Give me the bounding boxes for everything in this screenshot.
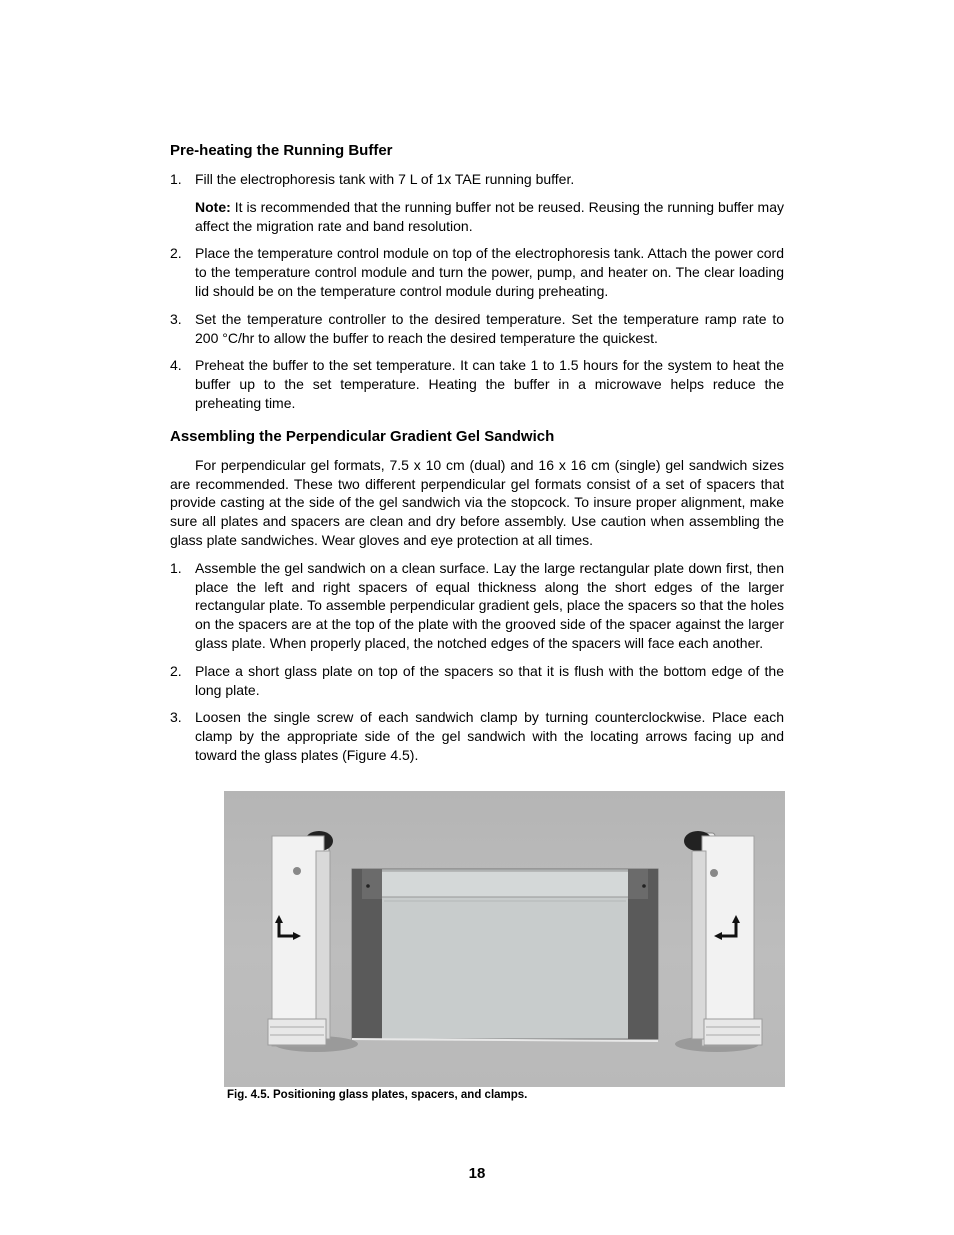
glass-plate-sandwich — [352, 869, 658, 1041]
preheating-steps — [170, 170, 784, 413]
list-item: 2. Place the temperature control module on top of the electrophoresis tank. Attach the power cord to the temperature control module and turn the power, pump, and heater on. The clear loading lid should be on the temperature control module during preheating. — [170, 245, 784, 299]
step-text: Preheat the buffer to the set temperature. It can take 1 to 1.5 hours for the system to heat the buffer up to the set temperature. Heating the buffer in a microwave helps reduce the preheating time. — [195, 357, 784, 411]
figure-photo — [224, 791, 785, 1087]
step-text: Place a short glass plate on top of the spacers so that it is flush with the bottom edge of the long plate. — [195, 662, 784, 698]
note-text: It is recommended that the running buffer not be reused. Reusing the running buffer may affect the migration rate and band resolution. — [195, 198, 784, 234]
section-heading-assembling: Assembling the Perpendicular Gradient Gel Sandwich — [170, 427, 555, 445]
section-heading-preheating: Pre-heating the Running Buffer — [170, 142, 393, 159]
intro-paragraph: For perpendicular gel formats, 7.5 x 10 cm (dual) and 16 x 16 cm (single) gel sandwich sizes are recommended. These two different perpendicular gel formats consist of a set of spacers that provide casting at the side of the gel sandwich via the stopcock. To insure proper alignment, make sure all plates and spacers are clean and dry before assembly. Use caution when assembling the glass plate sandwiches. Wear gloves and eye protection at all times. — [170, 456, 784, 548]
step-text: Loosen the single screw of each sandwich clamp by turning counterclockwise. Place each clamp by the appropriate side of the gel sandwich with the locating arrows facing up and toward the glass plates (Figure 4.5). — [195, 709, 784, 763]
step-text: Assemble the gel sandwich on a clean surface. Lay the large rectangular plate down first, then place the left and right spacers of equal thickness along the short edges of the larger rectangular plate. To assemble perpendicular gradient gels, place the spacers so that the holes on the spacers are at the top of the plate with the grooved side of the spacer against the larger glass plate. When properly placed, the notched edges of the spacers will face each another. — [195, 559, 784, 651]
left-clamp — [268, 831, 358, 1052]
step-text: Fill the electrophoresis tank with 7 L of 1x TAE running buffer. — [195, 171, 575, 187]
right-clamp — [675, 831, 762, 1052]
list-item: 2. Place a short glass plate on top of the spacers so that it is flush with the bottom edge of the long plate. — [170, 662, 784, 698]
list-item: 4. Preheat the buffer to the set temperature. It can take 1 to 1.5 hours for the system to heat the buffer up to the set temperature. Heating the buffer in a microwave helps reduce the preheating time. — [170, 357, 784, 411]
figure-caption: Fig. 4.5. Positioning glass plates, spacers, and clamps. — [227, 1089, 528, 1101]
note-label: Note: — [195, 198, 231, 215]
list-item: 3. Loosen the single screw of each sandwich clamp by turning counterclockwise. Place each clamp by the appropriate side of the gel sandwich with the locating arrows facing up and toward the glass plates (Figure 4.5). — [170, 709, 784, 763]
photo-illustration — [224, 791, 785, 1087]
note — [195, 198, 784, 236]
assembly-steps — [170, 559, 784, 765]
list-item: 3. Set the temperature controller to the desired temperature. Set the temperature ramp rate to 200 °C/hr to allow the buffer to reach the desired temperature the quickest. — [170, 310, 784, 346]
step-text: Place the temperature control module on top of the electrophoresis tank. Attach the power cord to the temperature control module and turn the power, pump, and heater on. The clear loading lid should be on the temperature control module during preheating. — [195, 245, 784, 299]
page-content — [170, 141, 784, 774]
step-text: Set the temperature controller to the desired temperature. Set the temperature ramp rate to 200 °C/hr to allow the buffer to reach the desired temperature the quickest. — [195, 310, 784, 346]
page-number: 18 — [468, 1165, 486, 1182]
list-item: 1. Fill the electrophoresis tank with 7 L of 1x TAE running buffer. Note: It is recommended that the running buffer not be reused. Reusing the running buffer may affect the migration rate and band resolution. — [170, 171, 784, 234]
list-item: 1. Assemble the gel sandwich on a clean surface. Lay the large rectangular plate down first, then place the left and right spacers of equal thickness along the short edges of the larger rectangular plate. To assemble perpendicular gradient gels, place the spacers so that the holes on the spacers are at the top of the plate with the grooved side of the spacer against the larger glass plate. When properly placed, the notched edges of the spacers will face each another. — [170, 559, 784, 651]
